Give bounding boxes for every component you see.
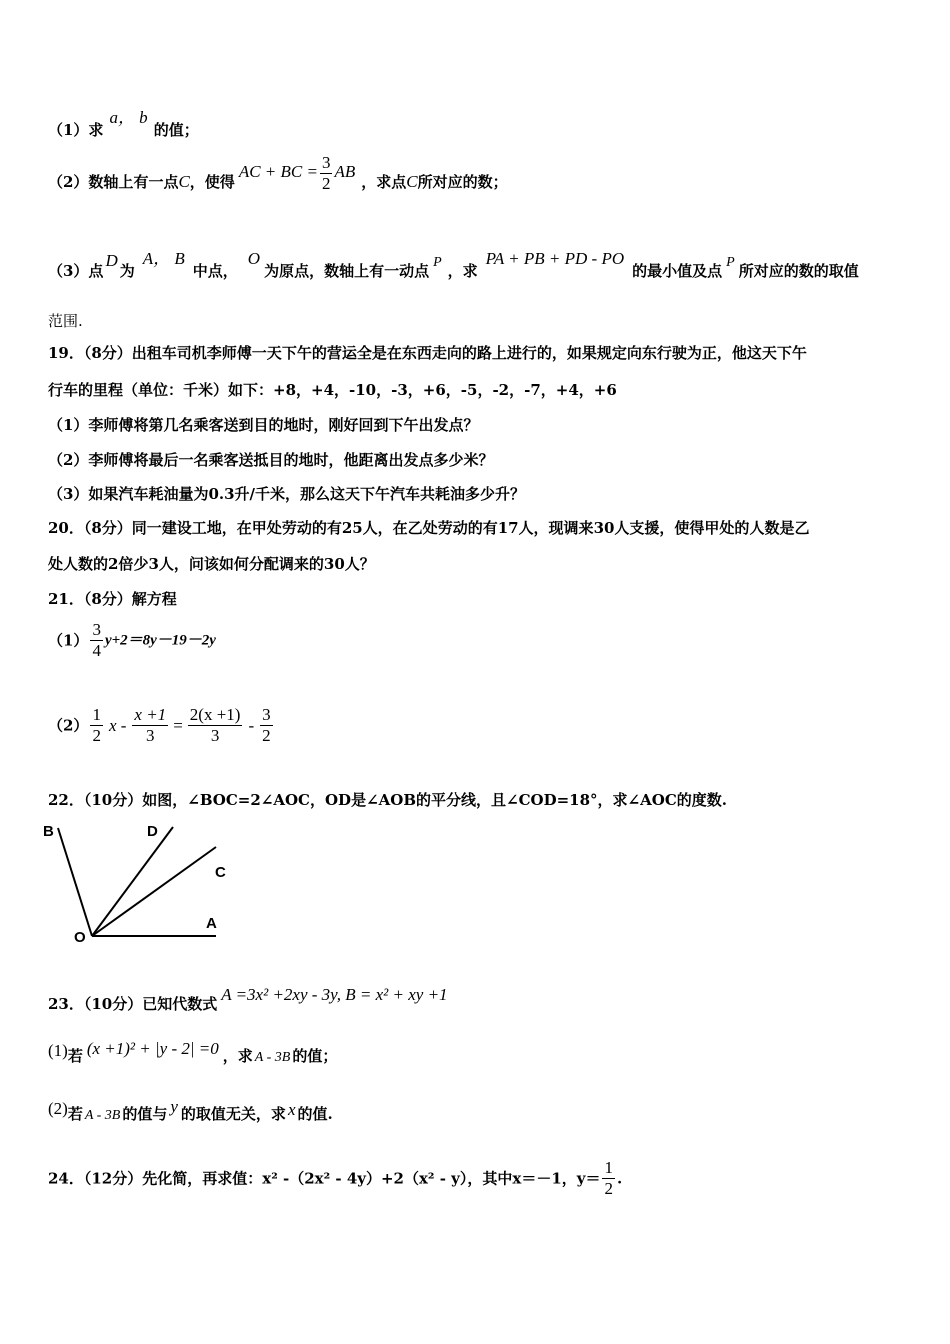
q23-definition: A =3x² +2xy - 3y, B = x² + xy +1: [221, 985, 448, 1004]
q23-sub1-label: (1): [48, 1041, 68, 1060]
q23-sub2-label: (2): [48, 1099, 68, 1118]
q18-part3-post: 的最小值及点: [632, 262, 723, 280]
q19-sub2: （2）李师傅将最后一名乘客送抵目的地时，他距离出发点多少米？: [48, 451, 494, 469]
q21-eq2-frac4: [260, 705, 273, 746]
q18-part3-prefix: （3）点: [48, 262, 104, 280]
q23-sub2-y: y: [170, 1097, 178, 1116]
q21-eq1-den: 4: [92, 641, 101, 660]
q18-part3-continued: 范围.: [48, 312, 83, 330]
label-o: O: [74, 929, 86, 946]
q21-eq2-frac4-num: 3: [262, 705, 271, 724]
q18-part2-post1: ，求点: [361, 173, 407, 191]
q18-part3-point-o: O: [247, 249, 261, 268]
q18-part2-mid: ，使得: [189, 173, 235, 191]
q21-eq2-frac2: [132, 705, 168, 746]
ray-ob: [58, 828, 92, 936]
label-d: D: [147, 823, 158, 840]
q18-part2-prefix: （2）数轴上有一点: [48, 173, 179, 191]
q23-sub2: [48, 1097, 333, 1124]
q21-eq2-frac3-num: 2(x +1): [189, 705, 241, 724]
q21-eq2-label: （2）: [48, 716, 89, 735]
q21-eq2: [48, 705, 275, 746]
q23-header: [48, 985, 448, 1014]
q18-part1-vars: a， b: [109, 108, 148, 127]
q21-eq1-fraction: [90, 620, 103, 661]
q18-part2-fraction-den: 2: [321, 173, 331, 193]
q24-fraction-den: 2: [604, 1179, 613, 1198]
q23-sub1: [48, 1039, 338, 1066]
q19-line2: 行车的里程（单位：千米）如下：+8，+4，-10，-3，+6，-5，-2，-7，+4，+6: [48, 381, 617, 399]
q24-text: 24．（12分）先化简，再求值：x² -（2x² - 4y）+2（x² - y），其中x＝－1，y＝: [48, 1169, 601, 1188]
q24-fraction: [602, 1158, 615, 1199]
q18-part3-point-d: D: [105, 251, 118, 270]
q23-sub1-post1: ，求: [222, 1047, 253, 1065]
q23-sub2-ruo: 若: [67, 1105, 83, 1123]
q24-end: .: [616, 1169, 623, 1188]
q21-title: 21．（8分）解方程: [48, 590, 177, 608]
q18-part1-suffix: 的值；: [153, 121, 199, 139]
q24-line: [48, 1158, 622, 1199]
q22-text: 22．（10分）如图，∠BOC=2∠AOC，OD是∠AOB的平分线，且∠COD=18°，求∠AOC的度数.: [48, 791, 727, 809]
q21-eq2-minus: -: [248, 715, 255, 735]
q18-part2-post2: 所对应的数；: [417, 173, 508, 191]
q18-part2-fraction: [320, 153, 333, 194]
q19-sub3: （3）如果汽车耗油量为0.3升/千米，那么这天下午汽车共耗油多少升？: [48, 485, 526, 503]
q24-fraction-num: 1: [604, 1158, 613, 1177]
q23-sub1-post2: 的值；: [292, 1047, 338, 1065]
q21-eq1: [48, 620, 216, 661]
q21-eq2-frac1: [90, 705, 103, 746]
q18-part3-qiu: ，求: [447, 262, 478, 280]
q21-eq1-num: 3: [92, 620, 101, 639]
q18-part2: [48, 152, 508, 204]
ray-od: [92, 827, 173, 936]
q23-title: 23．（10分）已知代数式: [48, 995, 218, 1013]
label-c: C: [215, 864, 226, 881]
q18-part1-prefix: （1）求: [48, 121, 104, 139]
ray-oc: [92, 847, 216, 936]
q23-sub2-mid: 的值与: [122, 1105, 168, 1123]
q18-part2-eq-right: AB: [334, 162, 356, 181]
q18-part3-ab: A， B: [142, 249, 185, 268]
q18-part3-wei: 为: [119, 262, 135, 280]
q21-eq2-x: x -: [108, 715, 127, 735]
q23-sub2-expr: A - 3B: [84, 1108, 121, 1123]
q18-part2-eq-left: AC + BC =: [238, 162, 318, 181]
label-a: A: [206, 915, 217, 932]
q23-sub2-x: x: [287, 1100, 296, 1119]
q23-sub1-condition: (x +1)² + |y - 2| =0: [86, 1039, 219, 1058]
q19-sub1: （1）李师傅将第几名乘客送到目的地时，刚好回到下午出发点？: [48, 416, 479, 434]
q21-eq2-equals: =: [173, 715, 183, 735]
q18-part1: [48, 108, 199, 140]
q23-sub1-expr: A - 3B: [254, 1050, 291, 1065]
q21-eq2-frac3: [188, 705, 243, 746]
q21-eq2-frac1-den: 2: [92, 726, 101, 745]
q18-part3-point-p: P: [433, 255, 442, 270]
q23-sub2-mid2: 的取值无关，求: [180, 1105, 286, 1123]
q21-eq2-frac2-den: 3: [146, 726, 155, 745]
q21-eq1-label: （1）: [48, 631, 89, 650]
q20-line2: 处人数的2倍少3人，问该如何分配调来的30人？: [48, 555, 375, 573]
q18-part2-point-c2: C: [406, 172, 418, 191]
q18-part3-point-p2: P: [726, 255, 735, 270]
q23-sub2-post: 的值.: [297, 1105, 333, 1123]
q18-part3-expression: PA + PB + PD - PO: [485, 249, 625, 268]
q18-part3: [48, 249, 859, 281]
q18-part3-mid: 为原点，数轴上有一动点: [264, 262, 430, 280]
q21-eq2-frac4-den: 2: [262, 726, 271, 745]
q18-part2-fraction-num: 3: [321, 152, 331, 172]
label-b: B: [43, 823, 54, 840]
q22-angle-figure: [40, 820, 240, 950]
q18-part3-tail: 所对应的数的取值: [738, 262, 859, 280]
q19-line1: 19．（8分）出租车司机李师傅一天下午的营运全是在东西走向的路上进行的，如果规定向东行驶为正，他这天下午: [48, 344, 807, 362]
q21-eq2-frac3-den: 3: [210, 726, 220, 745]
q21-eq2-frac2-num: x +1: [134, 705, 167, 724]
q23-sub1-ruo: 若: [67, 1047, 83, 1065]
q18-part3-midpoint: 中点，: [192, 262, 238, 280]
q21-eq2-frac1-num: 1: [92, 705, 101, 724]
q21-eq1-rest: y+2＝8y－19－2y: [104, 632, 216, 649]
q22-angle-svg: [40, 820, 240, 950]
q20-line1: 20．（8分）同一建设工地，在甲处劳动的有25人，在乙处劳动的有17人，现调来30人支援，使得甲处的人数是乙: [48, 519, 810, 537]
q18-part2-point-c: C: [178, 172, 190, 191]
